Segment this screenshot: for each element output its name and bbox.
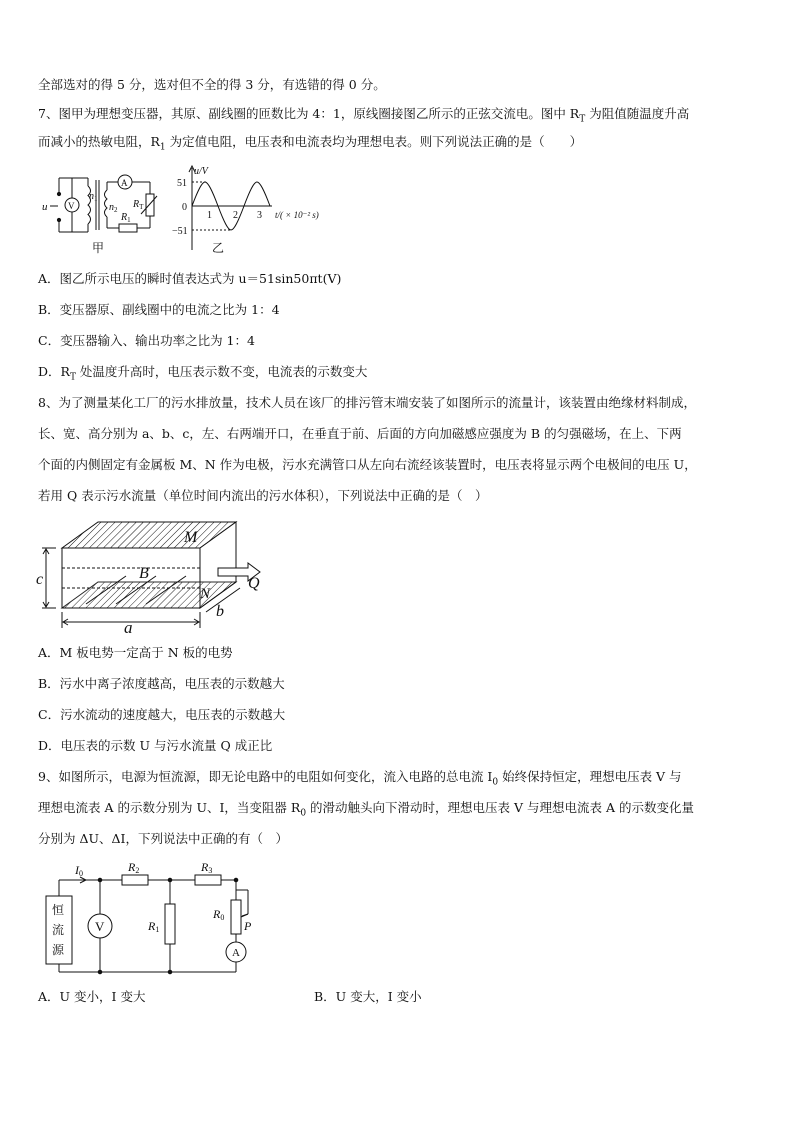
- q9-fig-source-char2: 流: [52, 923, 65, 937]
- q8-fig-label-c: c: [36, 571, 44, 588]
- q9-fig-voltmeter-label: V: [95, 919, 105, 934]
- q9-stem-line2: 理想电流表 A 的示数分别为 U、I，当变阻器 $R_0$ 的滑动触头向下滑动时，理想电压表 V 与理想电流表 A 的示数变化量: [38, 800, 694, 819]
- q7-figure-waveform: [172, 162, 342, 258]
- q8-fig-label-b: b: [216, 603, 224, 620]
- q7-fig-n2-label: $n_2$: [109, 202, 118, 214]
- q8-fig-label-q: Q: [248, 575, 260, 592]
- q7-option-b: B．变压器原、副线圈中的电流之比为 1：4: [38, 302, 280, 317]
- q9-fig-r1-label: R1: [148, 919, 160, 934]
- q7-stem-line2: 而减小的热敏电阻，$R_1$ 为定值电阻，电压表和电流表均为理想电表。则下列说法正确的是（ ）: [38, 134, 583, 153]
- q7-fig-ammeter-label: A: [121, 178, 128, 188]
- q8-stem-line1: 8、为了测量某化工厂的污水排放量，技术人员在该厂的排污管末端安装了如图所示的流量计，该装置由绝缘材料制成，: [38, 395, 696, 410]
- q8-option-d: D．电压表的示数 U 与污水流量 Q 成正比: [38, 738, 273, 753]
- q9-fig-source-char3: 源: [52, 943, 65, 957]
- scoring-note: 全部选对的得 5 分，选对但不全的得 3 分，有选错的得 0 分。: [38, 77, 386, 92]
- q9-figure-circuit: [40, 860, 270, 978]
- q9-stem-line3: 分别为 ΔU、ΔI，下列说法中正确的有（ ）: [38, 831, 289, 846]
- q7-fig-caption-yi: 乙: [212, 241, 225, 255]
- q9-fig-p-label: P: [244, 919, 252, 933]
- q7-fig-rt-label: $R_T$: [133, 199, 144, 211]
- q7-fig-tick3: 3: [257, 210, 262, 221]
- q7-fig-xlabel: t/( × 10⁻² s): [275, 210, 319, 220]
- q9-fig-ammeter-label: A: [232, 947, 240, 959]
- q7-fig-tick2: 2: [233, 210, 238, 221]
- q9-fig-i0-label: I0: [75, 863, 83, 878]
- q8-stem-line4: 若用 Q 表示污水流量（单位时间内流出的污水体积），下列说法中正确的是（ ）: [38, 488, 488, 503]
- q9-stem-line1: 9、如图所示，电源为恒流源，即无论电路中的电阻如何变化，流入电路的总电流 $I_0$ 始终保持恒定，理想电压表 V 与: [38, 769, 682, 788]
- q8-stem-line2: 长、宽、高分别为 a、b、c，左、右两端开口，在垂直于前、后面的方向加磁感应强度为 B 的匀强磁场，在上、下两: [38, 426, 682, 441]
- q7-fig-r1-label: $R_1$: [121, 212, 131, 224]
- q7-fig-zero: 0: [182, 202, 187, 213]
- q8-option-c: C．污水流动的速度越大，电压表的示数越大: [38, 707, 286, 722]
- q7-figure-transformer: [40, 166, 170, 258]
- q8-fig-label-b-field: B: [139, 565, 149, 582]
- q7-fig-u-label: u: [42, 201, 48, 213]
- q8-fig-label-n: N: [200, 586, 211, 602]
- q9-fig-r2-label: R2: [128, 860, 140, 875]
- q9-fig-r3-label: R3: [201, 860, 213, 875]
- q7-option-d: D．$R_T$ 处温度升高时，电压表示数不变，电流表的示数变大: [38, 364, 368, 383]
- q9-fig-source-char1: 恒: [52, 903, 65, 917]
- q7-fig-tick1: 1: [207, 210, 212, 221]
- q7-fig-ylabel: u/V: [194, 166, 208, 177]
- q7-fig-ymin: −51: [172, 226, 188, 237]
- q7-stem-line1: 7、图甲为理想变压器，其原、副线圈的匝数比为 4：1，原线圈接图乙所示的正弦交流电。图中 $R_T$ 为阻值随温度升高: [38, 106, 690, 125]
- q9-option-a: A．U 变小，I 变大: [38, 989, 146, 1004]
- q9-fig-r0-label: R0: [213, 907, 225, 922]
- q8-fig-label-a: a: [124, 618, 133, 634]
- q7-fig-caption-jia: 甲: [92, 241, 105, 255]
- q9-option-b: B．U 变大，I 变小: [314, 989, 422, 1004]
- q7-fig-ymax: 51: [177, 178, 187, 189]
- q8-stem-line3: 个面的内侧固定有金属板 M、N 作为电极，污水充满管口从左向右流经该装置时，电压表将显示两个电极间的电压 U，: [38, 457, 697, 472]
- q7-fig-n1-label: $n_1$: [89, 191, 98, 203]
- q8-figure-flowmeter: [36, 516, 276, 634]
- q7-option-c: C．变压器输入、输出功率之比为 1：4: [38, 333, 255, 348]
- q7-option-a: A．图乙所示电压的瞬时值表达式为 u＝51sin50πt(V): [38, 271, 342, 286]
- q8-fig-label-m: M: [184, 529, 198, 546]
- q7-fig-voltmeter-label: V: [68, 201, 75, 211]
- q8-option-a: A．M 板电势一定高于 N 板的电势: [38, 645, 233, 660]
- q8-option-b: B．污水中离子浓度越高，电压表的示数越大: [38, 676, 285, 691]
